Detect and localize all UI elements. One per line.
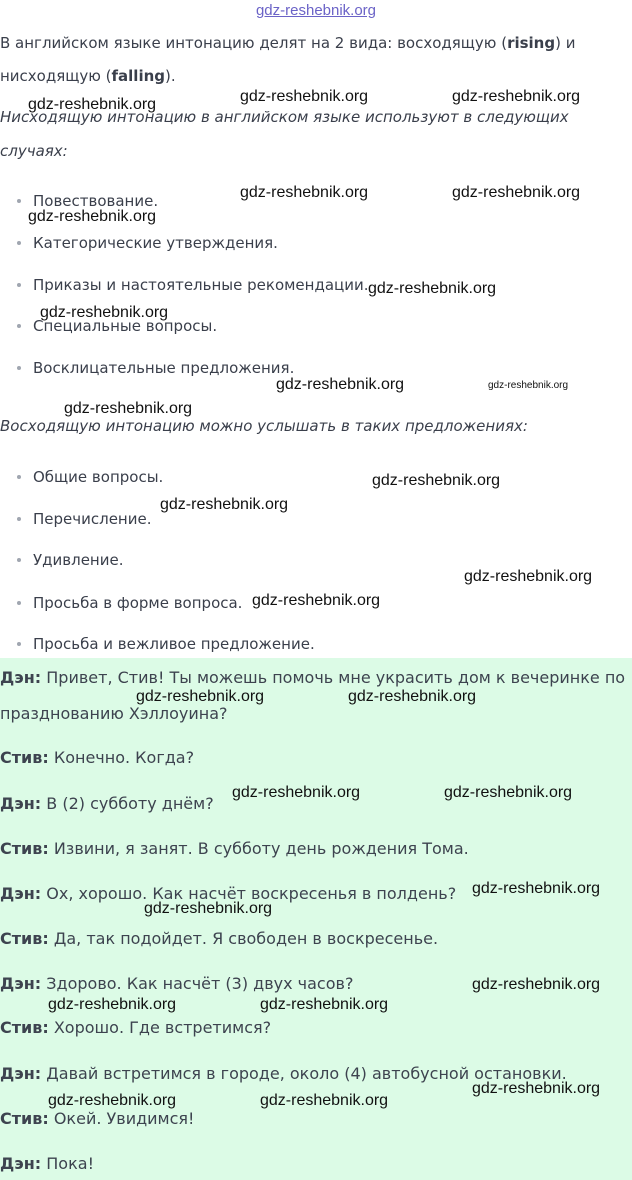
list-item: Специальные вопросы. (33, 316, 217, 336)
dialogue-line: Стив: Извини, я занят. В субботу день рождения Тома. (0, 839, 469, 858)
dialogue-line-cont: празднованию Хэллоуина? (0, 704, 228, 723)
watermark: gdz-reshebnik.org (40, 304, 169, 321)
rising-heading: Восходящую интонацию можно услышать в таких предложениях: (0, 417, 528, 435)
list-item: Просьба в форме вопроса. (33, 593, 242, 613)
dialogue-line: Стив: Да, так подойдет. Я свободен в воскресенье. (0, 929, 439, 948)
bullet-icon (17, 241, 21, 245)
watermark: gdz-reshebnik.org (28, 208, 157, 225)
watermark: gdz-reshebnik.org (368, 280, 497, 297)
site-link[interactable]: gdz-reshebnik.org (255, 2, 377, 19)
watermark: gdz-reshebnik.org (372, 472, 501, 489)
falling-heading-line-1: Нисходящую интонацию в английском языке используют в следующих (0, 108, 569, 126)
watermark: gdz-reshebnik.org (472, 1080, 601, 1097)
watermark: gdz-reshebnik.org (252, 592, 381, 609)
falling-heading-line-2: случаях: (0, 142, 68, 160)
watermark: gdz-reshebnik.org (472, 880, 601, 897)
bullet-icon (17, 199, 21, 203)
watermark: gdz-reshebnik.org (240, 184, 369, 201)
watermark: gdz-reshebnik.org (464, 568, 593, 585)
dialogue-line: Стив: Конечно. Когда? (0, 748, 195, 767)
watermark: gdz-reshebnik.org (452, 88, 581, 105)
dialogue-line: Дэн: Давай встретимся в городе, около (4) автобусной остановки. (0, 1064, 567, 1083)
watermark: gdz-reshebnik.org (444, 784, 573, 801)
list-item: Повествование. (33, 191, 158, 211)
list-item: Просьба и вежливое предложение. (33, 634, 315, 654)
bullet-icon (17, 475, 21, 479)
list-item: Удивление. (33, 550, 123, 570)
list-item: Восклицательные предложения. (33, 358, 294, 378)
bullet-icon (17, 642, 21, 646)
bullet-icon (17, 324, 21, 328)
bullet-icon (17, 558, 21, 562)
bullet-icon (17, 283, 21, 287)
watermark: gdz-reshebnik.org (488, 380, 569, 391)
dialogue-line: Дэн: Здорово. Как насчёт (3) двух часов? (0, 974, 354, 993)
dialogue-line: Дэн: Пока! (0, 1154, 94, 1173)
bullet-icon (17, 601, 21, 605)
watermark: gdz-reshebnik.org (276, 376, 405, 393)
dialogue-line: Дэн: Привет, Стив! Ты можешь помочь мне украсить дом к вечеринке по (0, 668, 626, 687)
watermark: gdz-reshebnik.org (260, 1092, 389, 1109)
dialogue-line: Стив: Окей. Увидимся! (0, 1109, 195, 1128)
bullet-icon (17, 517, 21, 521)
dialogue-line: Стив: Хорошо. Где встретимся? (0, 1018, 272, 1037)
watermark: gdz-reshebnik.org (452, 184, 581, 201)
watermark: gdz-reshebnik.org (64, 400, 193, 417)
watermark: gdz-reshebnik.org (232, 784, 361, 801)
dialogue-line: Дэн: В (2) субботу днём? (0, 794, 214, 813)
watermark: gdz-reshebnik.org (260, 996, 389, 1013)
list-item: Перечисление. (33, 509, 151, 529)
intro-line-2: нисходящую (falling). (0, 67, 176, 85)
list-item: Приказы и настоятельные рекомендации. (33, 275, 369, 295)
intro-line-1: В английском языке интонацию делят на 2 вида: восходящую (rising) и (0, 34, 576, 52)
list-item: Категорические утверждения. (33, 233, 278, 253)
watermark: gdz-reshebnik.org (48, 1092, 177, 1109)
watermark: gdz-reshebnik.org (28, 96, 157, 113)
watermark: gdz-reshebnik.org (48, 996, 177, 1013)
bullet-icon (17, 366, 21, 370)
list-item: Общие вопросы. (33, 467, 163, 487)
watermark: gdz-reshebnik.org (144, 900, 273, 917)
watermark: gdz-reshebnik.org (136, 688, 265, 705)
watermark: gdz-reshebnik.org (160, 496, 289, 513)
watermark: gdz-reshebnik.org (472, 976, 601, 993)
dialogue-line: Дэн: Ох, хорошо. Как насчёт воскресенья в полдень? (0, 884, 457, 903)
watermark: gdz-reshebnik.org (348, 688, 477, 705)
watermark: gdz-reshebnik.org (240, 88, 369, 105)
